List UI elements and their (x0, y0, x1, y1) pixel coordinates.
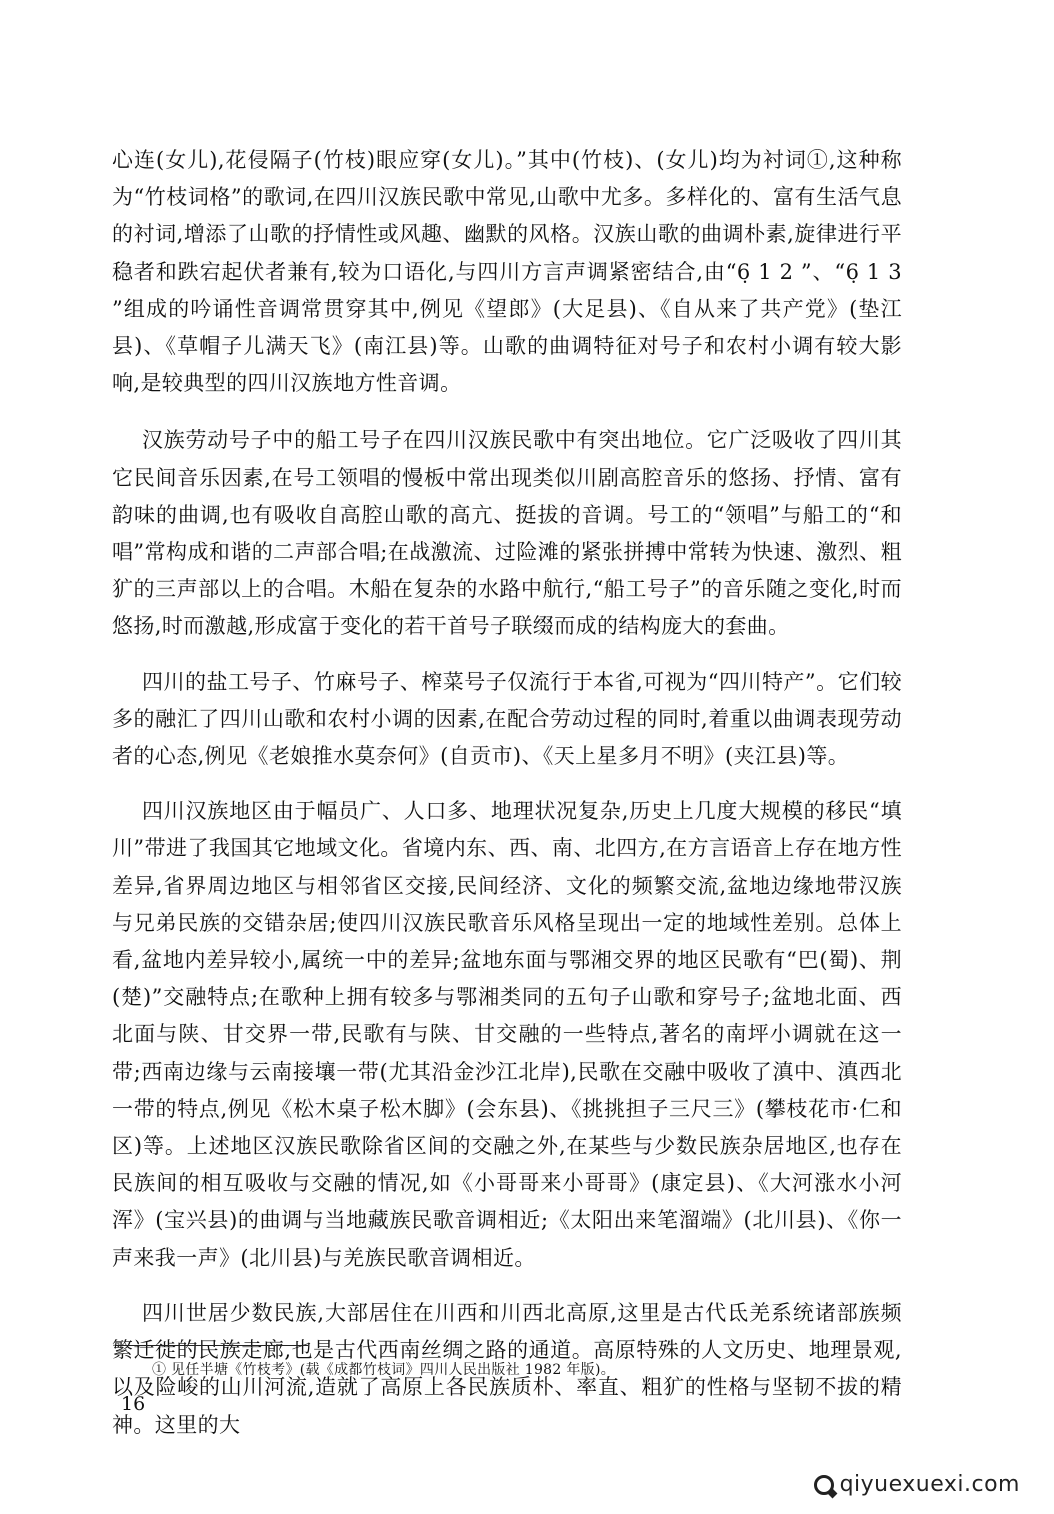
footnote-divider (116, 1345, 308, 1346)
paragraph-1: 心连(女儿),花侵隔子(竹枝)眼应穿(女儿)。”其中(竹枝)、(女儿)均为衬词①,这种称为“竹枝词格”的歌词,在四川汉族民歌中常见,山歌中尤多。多样化的、富有生活气息的衬词,增添了山歌的抒情性或风趣、幽默的风格。汉族山歌的曲调朴素,旋律进行平稳者和跌宕起伏者兼有,较为口语化,与四川方言声调紧密结合,由“6̣ 1 2 ”、“6̣ 1 3 ”组成的吟诵性音调常贯穿其中,例见《望郎》(大足县)、《自从来了共产党》(垫江县)、《草帽子儿满天飞》(南江县)等。山歌的曲调特征对号子和农村小调有较大影响,是较典型的四川汉族地方性音调。 (112, 148, 902, 396)
paragraph-5: 四川世居少数民族,大部居住在川西和川西北高原,这里是古代氐羌系统诸部族频繁迁徙的民族走廊,也是古代西南丝绸之路的通道。高原特殊的人文历史、地理景观,以及险峻的山川河流,造就了高原上各民族质朴、率直、粗犷的性格与坚韧不拔的精神。这里的大 (112, 1300, 902, 1437)
paragraph-4: 四川汉族地区由于幅员广、人口多、地理状况复杂,历史上几度大规模的移民“填川”带进了我国其它地域文化。省境内东、西、南、北四方,在方言语音上存在地方性差异,省界周边地区与相邻省区交接,民间经济、文化的频繁交流,盆地边缘地带汉族与兄弟民族的交错杂居;使四川汉族民歌音乐风格呈现出一定的地域性差别。总体上看,盆地内差异较小,属统一中的差异;盆地东面与鄂湘交界的地区民歌有“巴(蜀)、荆(楚)”交融特点;在歌种上拥有较多与鄂湘类同的五句子山歌和穿号子;盆地北面、西北面与陕、甘交界一带,民歌有与陕、甘交融的一些特点,著名的南坪小调就在这一带;西南边缘与云南接壤一带(尤其沿金沙江北岸),民歌在交融中吸收了滇中、滇西北一带的特点,例见《松木桌子松木脚》(会东县)、《挑挑担子三尺三》(攀枝花市·仁和区)等。上述地区汉族民歌除省区间的交融之外,在某些与少数民族杂居地区,也存在民族间的相互吸收与交融的情况,如《小哥哥来小哥哥》(康定县)、《大河涨水小河浑》(宝兴县)的曲调与当地藏族民歌音调相近;《太阳出来笔溜端》(北川县)、《你一声来我一声》(北川县)与羌族民歌音调相近。 (112, 799, 902, 1270)
watermark-text: qiyuexuexi.com (839, 1472, 1020, 1497)
body-text (112, 142, 902, 1462)
paragraph-2: 汉族劳动号子中的船工号子在四川汉族民歌中有突出地位。它广泛吸收了四川其它民间音乐因素,在号工领唱的慢板中常出现类似川剧高腔音乐的悠扬、抒情、富有韵味的曲调,也有吸收自高腔山歌的高亢、挺拔的音调。号工的“领唱”与船工的“和唱”常构成和谐的二声部合唱;在战激流、过险滩的紧张拼搏中常转为快速、激烈、粗犷的三声部以上的合唱。木船在复杂的水路中航行,“船工号子”的音乐随之变化,时而悠扬,时而激越,形成富于变化的若干首号子联缀而成的结构庞大的套曲。 (112, 428, 902, 639)
paragraph-3: 四川的盐工号子、竹麻号子、榨菜号子仅流行于本省,可视为“四川特产”。它们较多的融汇了四川山歌和农村小调的因素,在配合劳动过程的同时,着重以曲调表现劳动者的心态,例见《老娘推水莫奈何》(自贡市)、《天上星多月不明》(夹江县)等。 (112, 669, 902, 769)
site-watermark (814, 1472, 1020, 1497)
magnifier-icon (814, 1475, 834, 1495)
footnote: ① 见任半塘《竹枝考》(载《成都竹枝词》四川人民出版社 1982 年版)。 (152, 1362, 616, 1378)
page-number: 16 (121, 1393, 146, 1415)
